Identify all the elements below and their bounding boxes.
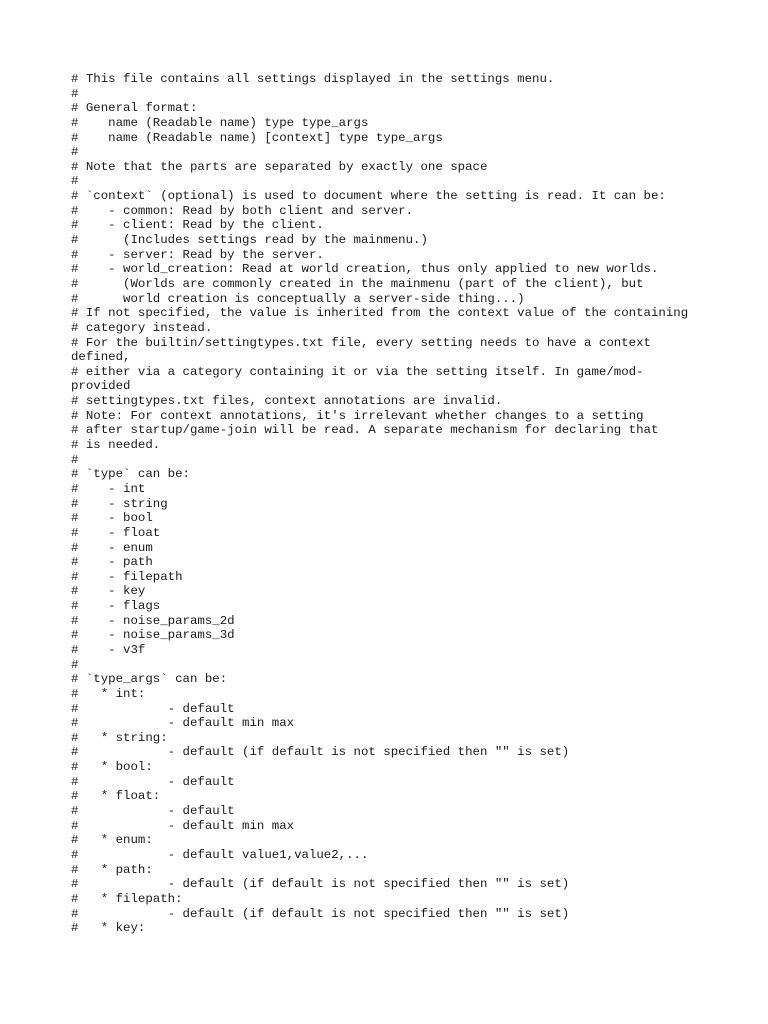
- document-line: # name (Readable name) type type_args: [71, 115, 369, 130]
- document-line: # - default value1,value2,...: [71, 847, 369, 862]
- document-line: # `type_args` can be:: [71, 672, 228, 687]
- document-line: # * string:: [71, 730, 168, 745]
- document-line: # - default: [71, 701, 235, 716]
- document-line: # (Includes settings read by the mainmenu.): [71, 233, 428, 248]
- document-line: # - filepath: [71, 569, 183, 584]
- document-line: # This file contains all settings displayed in the settings menu.: [71, 72, 555, 86]
- document-line: # * enum:: [71, 833, 153, 848]
- document-line: # If not specified, the value is inherited from the context value of the containing: [71, 306, 689, 321]
- document-line: # * filepath:: [71, 891, 183, 906]
- document-line: # - float: [71, 525, 161, 540]
- document-line: # - default min max: [71, 818, 295, 833]
- document-line: # Note that the parts are separated by exactly one space: [71, 159, 488, 174]
- document-line: # - int: [71, 481, 146, 496]
- document-line: # - client: Read by the client.: [71, 218, 324, 233]
- document-line: # after startup/game-join will be read. A separate mechanism for declaring that: [71, 423, 659, 438]
- document-line: # name (Readable name) [context] type type_args: [71, 130, 443, 145]
- document-line: # - default (if default is not specified then "" is set): [71, 745, 570, 760]
- settingtypes-document: [71, 72, 711, 936]
- document-line: provided: [71, 379, 131, 394]
- document-line: # General format:: [71, 101, 198, 116]
- document-line: # - world_creation: Read at world creation, thus only applied to new worlds.: [71, 262, 659, 277]
- document-line: # - common: Read by both client and server.: [71, 203, 414, 218]
- document-line: #: [71, 86, 79, 101]
- document-line: #: [71, 145, 79, 160]
- document-line: # settingtypes.txt files, context annotations are invalid.: [71, 394, 503, 409]
- document-line: # - default (if default is not specified then "" is set): [71, 906, 570, 921]
- document-line: # - noise_params_2d: [71, 613, 235, 628]
- document-line: # (Worlds are commonly created in the mainmenu (part of the client), but: [71, 276, 644, 291]
- document-line: # - v3f: [71, 642, 146, 657]
- document-line: # - path: [71, 555, 153, 570]
- document-line: # - bool: [71, 511, 153, 526]
- document-line: # `type` can be:: [71, 467, 190, 482]
- document-line: # * bool:: [71, 760, 153, 775]
- document-line: # - enum: [71, 540, 153, 555]
- document-line: # - default (if default is not specified then "" is set): [71, 877, 570, 892]
- document-line: # either via a category containing it or via the setting itself. In game/mod-: [71, 364, 644, 379]
- document-line: # * int:: [71, 686, 146, 701]
- document-line: # * float:: [71, 789, 161, 804]
- document-line: # - default: [71, 774, 235, 789]
- document-line: # - flags: [71, 599, 161, 614]
- document-line: # For the builtin/settingtypes.txt file, every setting needs to have a context: [71, 335, 651, 350]
- document-line: #: [71, 452, 79, 467]
- document-line: # * path:: [71, 862, 153, 877]
- document-line: # * key:: [71, 921, 146, 936]
- document-line: # category instead.: [71, 320, 213, 335]
- document-line: # Note: For context annotations, it's irrelevant whether changes to a setting: [71, 408, 644, 423]
- document-line: # is needed.: [71, 438, 161, 453]
- document-line: # - default min max: [71, 716, 295, 731]
- document-line: defined,: [71, 350, 131, 365]
- document-line: # - server: Read by the server.: [71, 247, 324, 262]
- document-line: # - string: [71, 496, 168, 511]
- document-line: # `context` (optional) is used to document where the setting is read. It can be:: [71, 189, 666, 204]
- document-line: # - key: [71, 584, 146, 599]
- document-line: # - noise_params_3d: [71, 628, 235, 643]
- document-line: #: [71, 657, 79, 672]
- document-line: #: [71, 174, 79, 189]
- document-line: # world creation is conceptually a server-side thing...): [71, 291, 525, 306]
- document-line: # - default: [71, 804, 235, 819]
